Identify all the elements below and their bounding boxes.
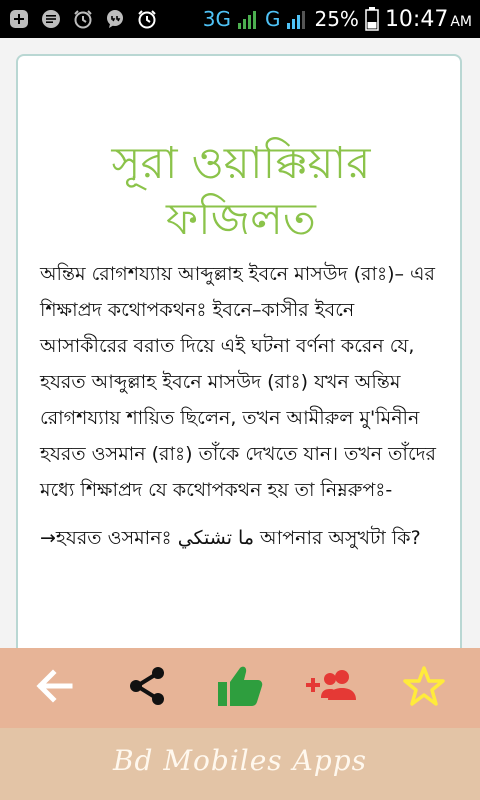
back-button[interactable] [26, 662, 82, 714]
article-body [40, 256, 444, 556]
network-type: 3G [202, 7, 231, 31]
star-icon [402, 664, 446, 712]
footer-banner [0, 728, 480, 800]
article-title [18, 136, 464, 248]
notification-icons [8, 6, 158, 32]
article-paragraph-1: অন্তিম রোগশয্যায় আব্দুল্লাহ ইবনে মাসউদ (রাঃ)– এর শিক্ষাপ্রদ কথোপকথনঃ ইবনে–কাসীর ইবনে আসাকীরের বরাত দিয়ে এই ঘটনা বর্ণনা করেন যে, হযরত আব্দুল্লাহ ইবনে মাসউদ (রাঃ) যখন অন্তিম রোগশয্যায় শায়িত ছিলেন, তখন আমীরুল মু'মিনীন হযরত ওসমান (রাঃ) তাঁকে দেখতে যান। তখন তাঁদের মধ্যে শিক্ষাপ্রদ যে কথোপকথন হয় তা নিম্নরুপঃ- [40, 263, 437, 501]
footer-brand: Bd Mobiles Apps [112, 744, 368, 777]
article-card [16, 54, 462, 648]
message-icon [40, 8, 62, 30]
status-bar [0, 0, 480, 38]
share-icon [125, 664, 169, 712]
system-status [203, 4, 472, 34]
group-add-icon [304, 666, 360, 710]
clock [385, 7, 472, 32]
title-line-2: ফজিলত [166, 194, 316, 245]
favorite-button[interactable] [396, 662, 452, 714]
title-line-1: সূরা ওয়াক্কিয়ার [111, 138, 371, 189]
battery-percent: 25% [314, 7, 359, 31]
add-group-button[interactable] [304, 662, 360, 714]
article-paragraph-2: →হযরত ওসমানঃ ما تشتكي আপনার অসুখটা কি? [40, 527, 421, 549]
thumbs-up-icon [216, 662, 264, 714]
share-button[interactable] [119, 662, 175, 714]
arrow-left-icon [32, 664, 76, 712]
alarm-clock-icon [136, 8, 158, 30]
battery-icon [365, 7, 379, 31]
action-bar [0, 648, 480, 728]
like-button[interactable] [212, 662, 268, 714]
chat-bubble-icon [104, 8, 126, 30]
network-secondary: G [264, 7, 281, 31]
signal-secondary-icon [286, 8, 308, 30]
clock-time: 10:47 [384, 6, 449, 32]
alarm-icon [72, 8, 94, 30]
content-area[interactable] [0, 38, 480, 648]
plus-square-icon [8, 8, 30, 30]
signal-icon [237, 8, 259, 30]
clock-ampm: AM [450, 13, 472, 30]
